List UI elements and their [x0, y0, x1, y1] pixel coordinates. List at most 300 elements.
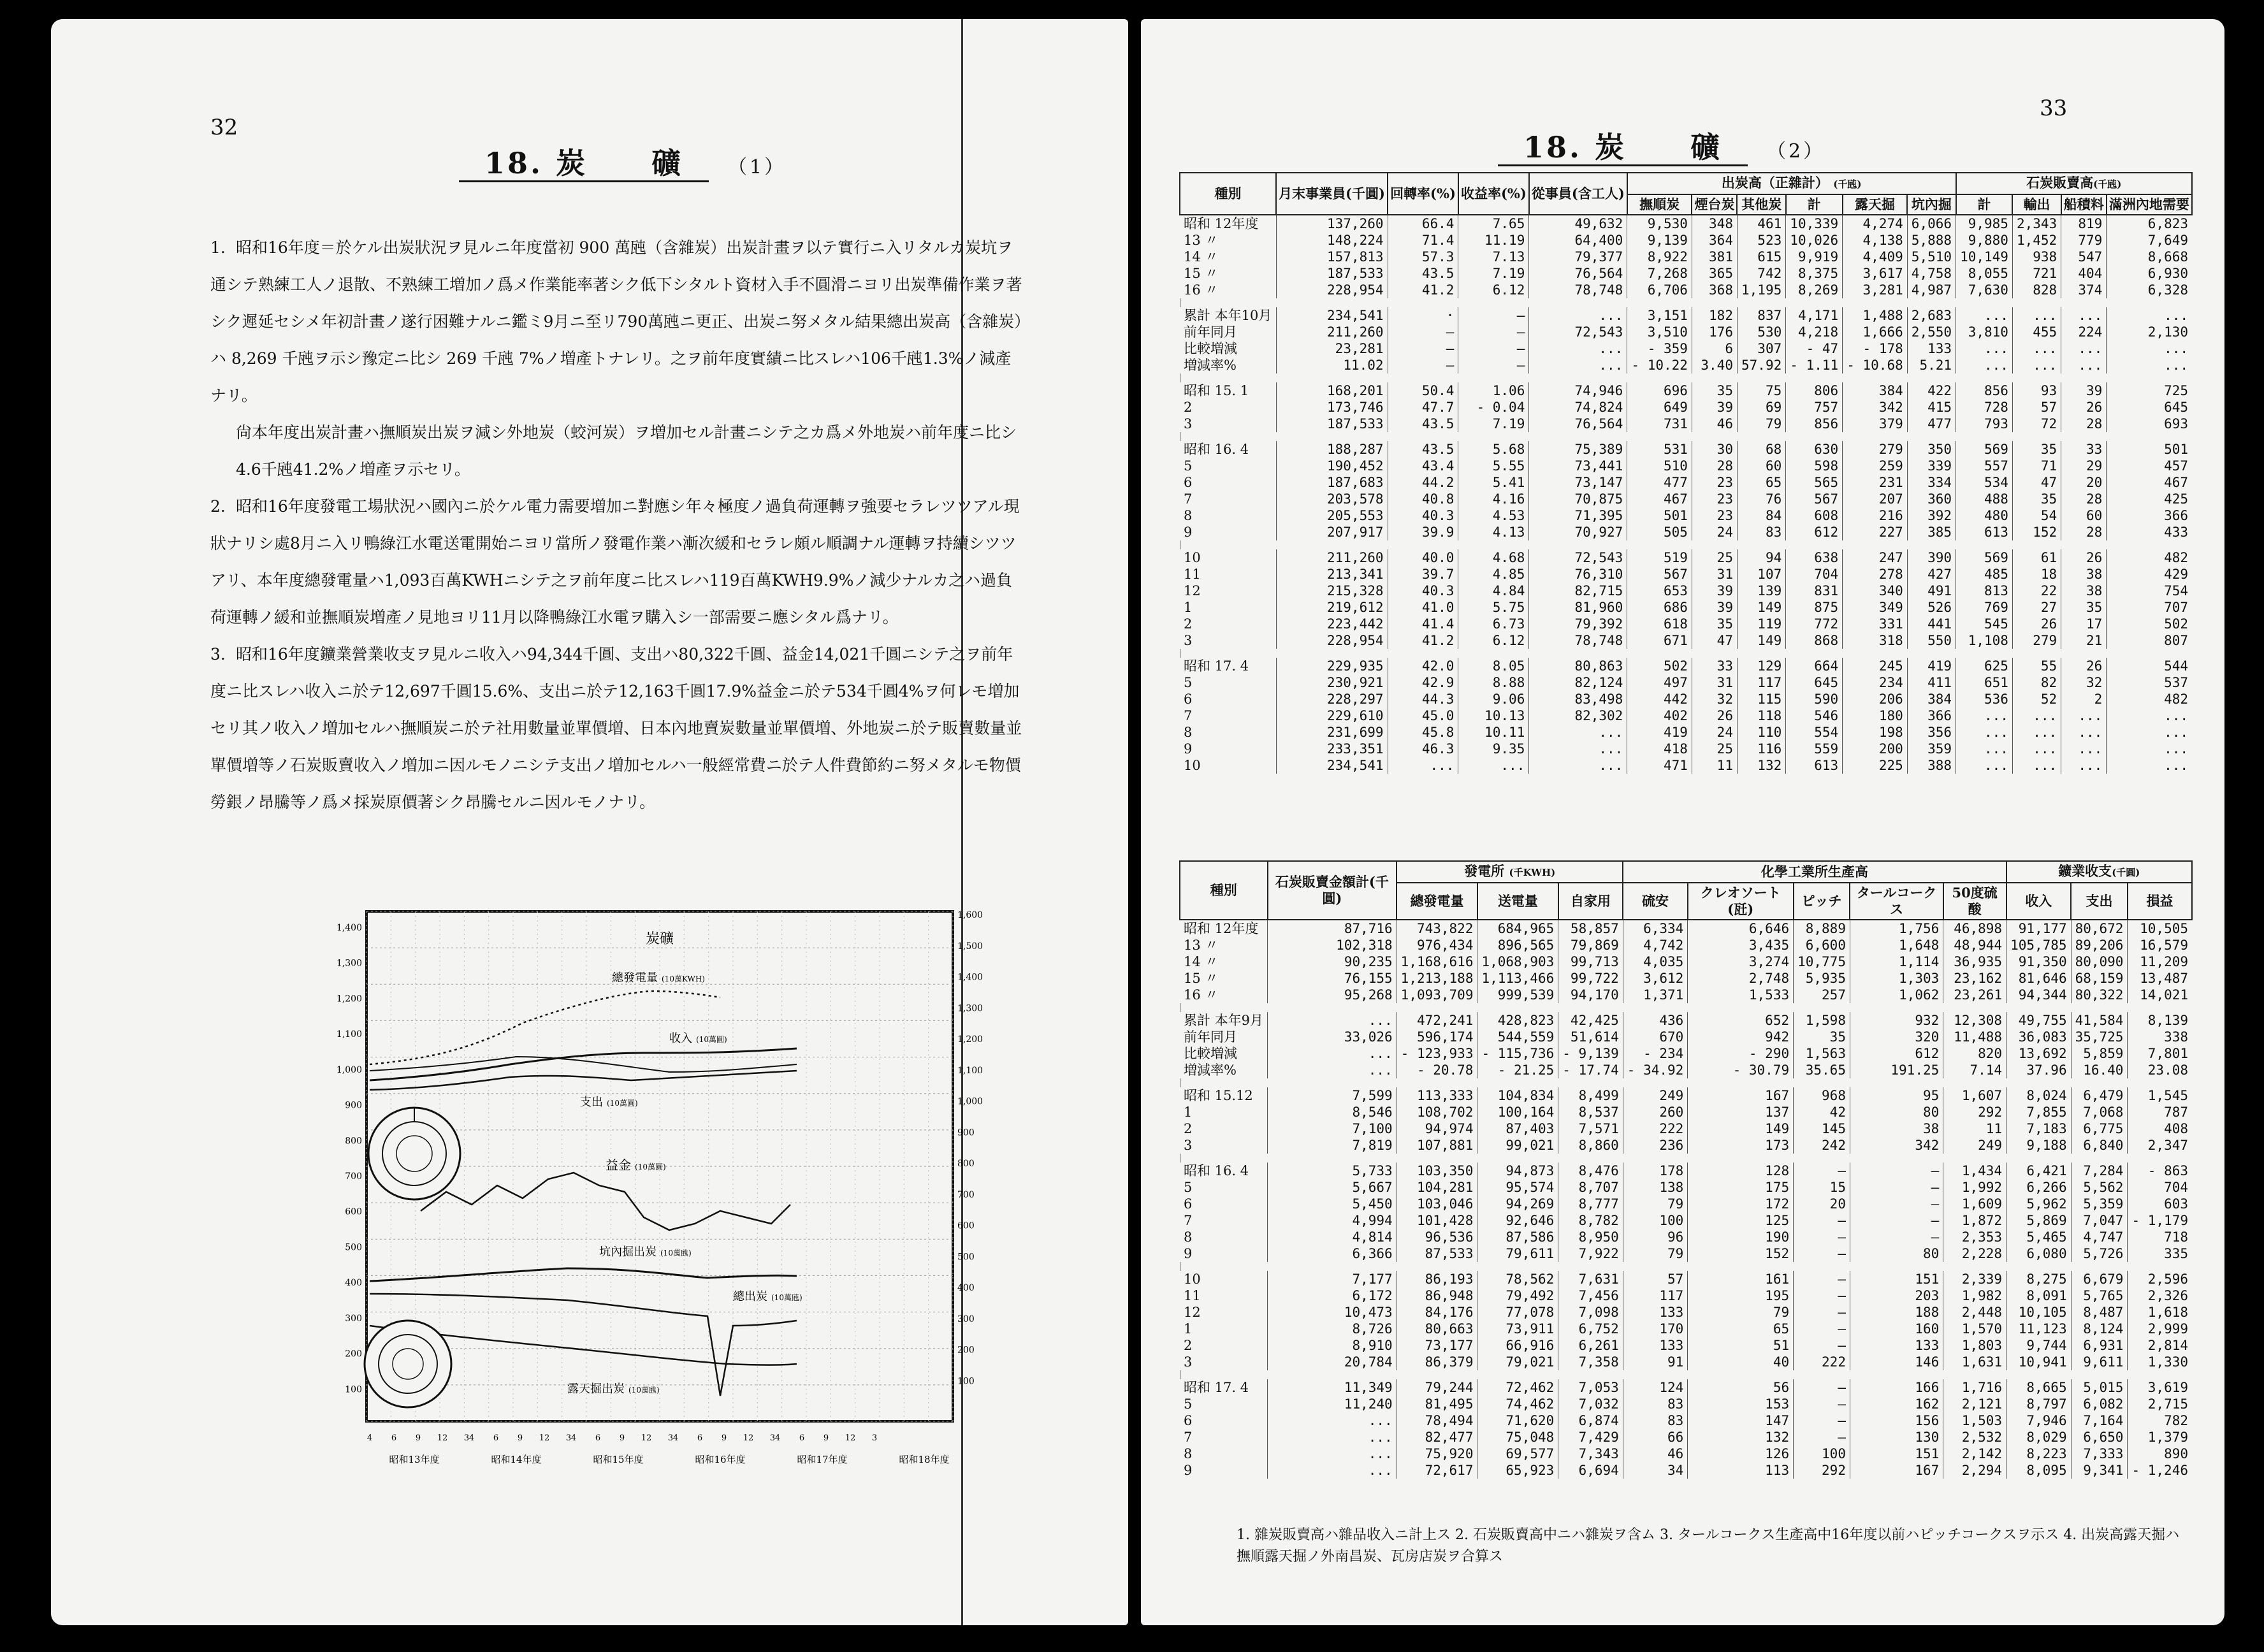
table-cell: 4,747: [2071, 1229, 2128, 1245]
table-cell: 80,863: [1529, 658, 1627, 674]
table-row: [1180, 1212, 2192, 1229]
table-cell: 69: [1737, 399, 1785, 416]
table-cell: 7,343: [1558, 1446, 1623, 1462]
table-row: [1180, 549, 2192, 566]
col-header: 石炭販賣金額計(千圓): [1268, 861, 1397, 920]
table-cell: 138: [1623, 1179, 1688, 1196]
table-row: [1180, 1045, 2192, 1062]
table-cell: 72: [2012, 416, 2061, 432]
table-cell: ...: [2107, 707, 2192, 724]
table-cell: 7,053: [1558, 1379, 1623, 1396]
table-cell: 8,269: [1786, 282, 1843, 298]
table-cell: - 9,139: [1558, 1045, 1623, 1062]
inset-donut-upper: [368, 1108, 460, 1199]
row-gap: [1180, 373, 2192, 382]
table-row: [1180, 307, 2192, 324]
table-cell: 7.14: [1943, 1062, 2006, 1078]
gap-cell: [1180, 649, 2192, 658]
table-cell: 76,310: [1529, 566, 1627, 583]
table-cell: 4,171: [1786, 307, 1843, 324]
table-cell: 1,992: [1943, 1179, 2006, 1196]
table-row: [1180, 1120, 2192, 1137]
table-cell: 236: [1623, 1137, 1688, 1154]
gap-cell: [1180, 432, 2192, 441]
table-cell: 13,487: [2128, 970, 2192, 987]
table-cell: - 20.78: [1397, 1062, 1477, 1078]
table-cell: 87,533: [1397, 1245, 1477, 1262]
table-row: [1180, 1179, 2192, 1196]
table-cell: 7,456: [1558, 1287, 1623, 1304]
table-cell: 2,228: [1943, 1245, 2006, 1262]
table-cell: 8,537: [1558, 1104, 1623, 1120]
row-gap: [1180, 1003, 2192, 1012]
table-cell: 2,999: [2128, 1321, 2192, 1337]
coal-output-table: [1179, 172, 2193, 774]
table-cell: 39: [1692, 399, 1737, 416]
y-tick-right: 500: [957, 1252, 975, 1263]
table-cell: —: [1794, 1245, 1850, 1262]
table-cell: 16.40: [2071, 1062, 2128, 1078]
note-text: 昭和16年度＝於ケル出炭狀況ヲ見ルニ年度當初 900 萬瓲（含雜炭）出炭計畫ヲ以テ實行ニ入リタルカ炭坑ヲ通シテ熟練工人ノ退散、不熟練工増加ノ爲メ作業能率著シク低下シタルト資材入手不圓滑ニヨリ出炭準備作業ヲ著シク遲延セシメ年初計畫ノ遂行困難ナルニ鑑ミ9月ニ至リ790萬瓲ニ更正、出炭ニ努メタル結果總出炭高（含雜炭）ハ 8,269 千瓲ヲ示シ豫定ニ比シ 269 千瓲 7%ノ増產トナレリ。之ヲ前年度實績ニ比スレハ106千瓲1.3%ノ減產ナリ。: [210, 238, 1022, 405]
table-cell: 5,450: [1268, 1196, 1397, 1212]
table-row: [1180, 566, 2192, 583]
table-row: [1180, 1012, 2192, 1029]
row-label: 14 〃: [1184, 954, 1219, 969]
table-cell: 482: [2107, 691, 2192, 707]
table-cell: 502: [2107, 616, 2192, 632]
table-row: [1180, 632, 2192, 649]
table-cell: 7.19: [1458, 416, 1529, 432]
table-cell: 228,297: [1276, 691, 1388, 707]
table-cell: 7,164: [2071, 1412, 2128, 1429]
table-cell: 95: [1850, 1087, 1943, 1104]
col-header: 種別: [1180, 861, 1268, 920]
table-cell: 567: [1627, 566, 1692, 583]
table-cell: 10,149: [1956, 249, 2013, 265]
table-cell: 7,100: [1268, 1120, 1397, 1137]
table-cell: 6,650: [2071, 1429, 2128, 1446]
table-cell: ...: [2012, 741, 2061, 757]
table-cell: 20: [1794, 1196, 1850, 1212]
table-cell: 40.3: [1388, 507, 1458, 524]
table-cell: 13,692: [2006, 1045, 2072, 1062]
table-cell: 47: [1692, 632, 1737, 649]
table-cell: 1,648: [1850, 937, 1943, 953]
table-cell: 4,274: [1843, 215, 1908, 232]
table-cell: 72,543: [1529, 324, 1627, 340]
table-cell: 8,726: [1268, 1321, 1397, 1337]
table-cell: 2,353: [1943, 1229, 2006, 1245]
table-cell: 1,213,188: [1397, 970, 1477, 987]
table-cell: 1,114: [1850, 953, 1943, 970]
row-label: 7: [1184, 1430, 1193, 1445]
table-cell: 603: [2128, 1196, 2192, 1212]
table-cell: 32: [2061, 674, 2107, 691]
table-row: [1180, 1137, 2192, 1154]
table-cell: 485: [1956, 566, 2013, 583]
table-cell: 99,021: [1477, 1137, 1558, 1154]
table-cell: 7,047: [2071, 1212, 2128, 1229]
table-cell: 7,631: [1558, 1271, 1623, 1287]
table-cell: 455: [2012, 324, 2061, 340]
table-cell: 107,881: [1397, 1137, 1477, 1154]
table-cell: 42.0: [1388, 658, 1458, 674]
y-tick-right: 400: [957, 1283, 975, 1293]
y-tick-right: 1,500: [957, 941, 983, 952]
table-cell: 1,108: [1956, 632, 2013, 649]
table-cell: 757: [1786, 399, 1843, 416]
row-label: 16 〃: [1184, 987, 1219, 1003]
table-cell: 57: [2012, 399, 2061, 416]
table-cell: 1,563: [1794, 1045, 1850, 1062]
table-cell: 625: [1956, 658, 2013, 674]
table-cell: 613: [1956, 524, 2013, 540]
row-label: 昭和 15.12: [1184, 1088, 1253, 1103]
row-label: 16 〃: [1184, 282, 1219, 298]
row-gap: [1180, 1154, 2192, 1163]
table-cell: 28: [2061, 416, 2107, 432]
table-cell: 31: [1692, 674, 1737, 691]
table-cell: - 10.68: [1843, 357, 1908, 373]
table-cell: 84: [1737, 507, 1785, 524]
y-tick-left: 100: [345, 1384, 362, 1395]
table-cell: 83: [1623, 1396, 1688, 1412]
table-cell: 8,782: [1558, 1212, 1623, 1229]
x-tick-month: 3: [871, 1433, 878, 1443]
table-row: [1180, 215, 2192, 232]
y-axis-left: [337, 923, 362, 1395]
table-cell: 613: [1786, 757, 1843, 774]
table-cell: 49,755: [2006, 1012, 2072, 1029]
table-cell: - 359: [1627, 340, 1692, 357]
table-cell: 91: [1623, 1354, 1688, 1370]
table-cell: 222: [1623, 1120, 1688, 1137]
table-cell: 335: [2128, 1245, 2192, 1262]
table-cell: 5,935: [1794, 970, 1850, 987]
table-cell: 35: [2012, 491, 2061, 507]
table-cell: 427: [1907, 566, 1956, 583]
table-cell: 6,266: [2006, 1179, 2072, 1196]
table-cell: 145: [1794, 1120, 1850, 1137]
table-cell: ...: [1268, 1446, 1397, 1462]
table-cell: 569: [1956, 549, 2013, 566]
table-row: [1180, 1229, 2192, 1245]
table-cell: 211,260: [1276, 549, 1388, 566]
table-cell: 39.9: [1388, 524, 1458, 540]
table-cell: 76: [1737, 491, 1785, 507]
y-tick-left: 1,300: [336, 958, 362, 969]
table-cell: 10,505: [2128, 920, 2192, 937]
table-cell: 8,091: [2006, 1287, 2072, 1304]
table-cell: 79,244: [1397, 1379, 1477, 1396]
table-cell: 1,195: [1737, 282, 1785, 298]
x-tick-month: 6: [493, 1433, 499, 1443]
table-cell: 82,477: [1397, 1429, 1477, 1446]
table-cell: —: [1850, 1196, 1943, 1212]
table-cell: 340: [1843, 583, 1908, 599]
table-cell: 8.88: [1458, 674, 1529, 691]
col-header: 送電量: [1477, 883, 1558, 920]
table-cell: 42: [1794, 1104, 1850, 1120]
table-cell: 45.8: [1388, 724, 1458, 741]
table-cell: 2,448: [1943, 1304, 2006, 1321]
y-tick-left: 1,100: [336, 1029, 362, 1040]
table-cell: 26: [2012, 616, 2061, 632]
table-cell: 5,888: [1907, 232, 1956, 249]
table-cell: 40.8: [1388, 491, 1458, 507]
table-cell: 5,733: [1268, 1163, 1397, 1179]
table-cell: 259: [1843, 458, 1908, 474]
table-cell: 6,261: [1558, 1337, 1623, 1354]
table-cell: 1,982: [1943, 1287, 2006, 1304]
power-chemical-finance-table: [1179, 860, 2193, 1479]
table-cell: 11,240: [1268, 1396, 1397, 1412]
table-cell: ...: [1956, 357, 2013, 373]
table-cell: 408: [2128, 1120, 2192, 1137]
note-text: 昭和16年度發電工場狀況ハ國內ニ於ケル電力需要増加ニ對應シ年々極度ノ過負荷運轉ヲ強要セラレツツアル現狀ナリシ處8月ニ入リ鴨綠江水電送電開始ニヨリ當所ノ發電作業ハ漸次緩和セラレ頗ル順調ナル運轉ヲ持續シツツアリ、本年度總發電量ハ1,093百萬KWHニシテ之ヲ前年度ニ比スレハ119百萬KWH9.9%ノ減少ナルカ之ハ過負荷運轉ノ緩和並撫順炭増產ノ見地ヨリ11月以降鴨綠江水電ヲ購入シ一部需要ニ應シタル爲ナリ。: [210, 497, 1020, 627]
row-label: 増減率%: [1184, 1062, 1237, 1078]
table-row: [1180, 507, 2192, 524]
table-cell: 247: [1843, 549, 1908, 566]
table-cell: 404: [2061, 265, 2107, 282]
table-cell: 5,562: [2071, 1179, 2128, 1196]
table-row: [1180, 707, 2192, 724]
table-cell: 4,814: [1268, 1229, 1397, 1245]
table-cell: 384: [1907, 691, 1956, 707]
table-cell: 96: [1623, 1229, 1688, 1245]
table-cell: 15: [1794, 1179, 1850, 1196]
y-tick-right: 800: [957, 1159, 975, 1169]
row-label: 11: [1184, 1288, 1201, 1303]
table-cell: 74,946: [1529, 382, 1627, 399]
table-cell: 436: [1623, 1012, 1688, 1029]
row-label: 8: [1184, 725, 1193, 740]
table-cell: 228,954: [1276, 282, 1388, 298]
table-cell: 1,872: [1943, 1212, 2006, 1229]
table-cell: 3,810: [1956, 324, 2013, 340]
table-cell: 4,138: [1843, 232, 1908, 249]
table-cell: 118: [1737, 707, 1785, 724]
col-header: 硫安: [1623, 883, 1688, 920]
table-cell: 612: [1786, 524, 1843, 540]
row-label: 2: [1184, 1121, 1193, 1136]
table-cell: 425: [2107, 491, 2192, 507]
table-cell: 33,026: [1268, 1029, 1397, 1045]
table-cell: ...: [1956, 707, 2013, 724]
x-tick-month: 4: [366, 1433, 373, 1443]
table-cell: 645: [1786, 674, 1843, 691]
table-cell: 56: [1688, 1379, 1794, 1396]
y-tick-right: 1,100: [957, 1065, 983, 1076]
table-cell: ...: [1529, 340, 1627, 357]
table-cell: 505: [1627, 524, 1692, 540]
table-cell: ...: [1956, 307, 2013, 324]
table-cell: 133: [1623, 1304, 1688, 1321]
table-cell: 80: [1850, 1104, 1943, 1120]
table-cell: 3,281: [1843, 282, 1908, 298]
table-cell: 172: [1688, 1196, 1794, 1212]
table-cell: 3,619: [2128, 1379, 2192, 1396]
table-cell: 11,123: [2006, 1321, 2072, 1337]
table-cell: 1,618: [2128, 1304, 2192, 1321]
table-cell: ...: [2012, 307, 2061, 324]
table-cell: —: [1388, 357, 1458, 373]
table-cell: 231,699: [1276, 724, 1388, 741]
row-label: 14 〃: [1184, 249, 1219, 264]
table-cell: —: [1388, 340, 1458, 357]
table-cell: 79: [1623, 1245, 1688, 1262]
y-tick-right: 200: [957, 1345, 975, 1356]
y-tick-right: 1,400: [957, 972, 983, 983]
table-cell: - 115,736: [1477, 1045, 1558, 1062]
table-cell: 160: [1850, 1321, 1943, 1337]
table-cell: 670: [1623, 1029, 1688, 1045]
table-cell: 34: [1623, 1462, 1688, 1479]
table-cell: 39: [1692, 583, 1737, 599]
table-row: [1180, 1245, 2192, 1262]
table-cell: 491: [1907, 583, 1956, 599]
table-cell: 215,328: [1276, 583, 1388, 599]
table-cell: 48,944: [1943, 937, 2006, 953]
table-cell: —: [1794, 1396, 1850, 1412]
table-cell: 856: [1786, 416, 1843, 432]
table-cell: 70,927: [1529, 524, 1627, 540]
table-cell: 35: [1692, 616, 1737, 632]
table-cell: 47: [2012, 474, 2061, 491]
col-header: タールコークス: [1850, 883, 1943, 920]
table-cell: 769: [1956, 599, 2013, 616]
table-cell: ...: [1529, 357, 1627, 373]
table-cell: 80,672: [2071, 920, 2128, 937]
row-label: 2: [1184, 400, 1193, 415]
table-cell: —: [1458, 357, 1529, 373]
table-cell: 598: [1786, 458, 1843, 474]
table-cell: 6,931: [2071, 1337, 2128, 1354]
note-text: 尙本年度出炭計畫ハ撫順炭出炭ヲ減シ外地炭（蛟河炭）ヲ増加セル計畫ニシテ之カ爲メ外地炭ハ前年度ニ比シ4.6千瓲41.2%ノ増產ヲ示セリ。: [236, 423, 1017, 479]
col-header: 自家用: [1558, 883, 1623, 920]
table-cell: 1,488: [1843, 307, 1908, 324]
table-cell: 203: [1850, 1287, 1943, 1304]
table-cell: 94: [1737, 549, 1785, 566]
table-cell: 1,756: [1850, 920, 1943, 937]
table-cell: 6,930: [2107, 265, 2192, 282]
table-cell: 71: [2012, 458, 2061, 474]
table-cell: 1,716: [1943, 1379, 2006, 1396]
note-number: 3.: [210, 645, 226, 663]
x-tick-month: 9: [721, 1433, 727, 1443]
table-cell: 87,403: [1477, 1120, 1558, 1137]
x-tick-month: 12: [437, 1433, 448, 1443]
col-header: 支出: [2071, 883, 2128, 920]
table-cell: 41,584: [2071, 1012, 2128, 1029]
shaft-output-line: [370, 1268, 797, 1281]
table-cell: 130: [1850, 1429, 1943, 1446]
table-cell: ...: [1458, 757, 1529, 774]
table-cell: 9,985: [1956, 215, 2013, 232]
table-cell: 103,350: [1397, 1163, 1477, 1179]
table-cell: 14,021: [2128, 987, 2192, 1003]
chart-title: 炭礦: [645, 931, 674, 947]
table-cell: 30: [1692, 441, 1737, 458]
table-cell: 55: [2012, 658, 2061, 674]
table-cell: 1,533: [1688, 987, 1794, 1003]
table-row: [1180, 265, 2192, 282]
table-cell: 544: [2107, 658, 2192, 674]
row-label: 6: [1184, 692, 1193, 707]
table-row: [1180, 1304, 2192, 1321]
table-cell: 477: [1907, 416, 1956, 432]
table-row: [1180, 1087, 2192, 1104]
table-cell: 16,579: [2128, 937, 2192, 953]
y-tick-right: 1,000: [957, 1096, 983, 1107]
table-cell: 46: [1692, 416, 1737, 432]
table-cell: —: [1794, 1163, 1850, 1179]
table-cell: 38: [2061, 583, 2107, 599]
table-cell: 7,268: [1627, 265, 1692, 282]
table-cell: 94,170: [1558, 987, 1623, 1003]
table-cell: 342: [1843, 399, 1908, 416]
table-cell: ...: [1529, 307, 1627, 324]
right-page-title: [1498, 124, 1825, 166]
y-tick-left: 400: [345, 1278, 362, 1289]
table-cell: 6,366: [1268, 1245, 1397, 1262]
row-label: 1: [1184, 600, 1193, 615]
table-cell: 167: [1850, 1462, 1943, 1479]
table-cell: —: [1794, 1429, 1850, 1446]
table-cell: ...: [1388, 757, 1458, 774]
table-cell: 12,308: [1943, 1012, 2006, 1029]
table-row: [1180, 357, 2192, 373]
table-cell: 176: [1692, 324, 1737, 340]
table-cell: 133: [1850, 1337, 1943, 1354]
table-cell: 71.4: [1388, 232, 1458, 249]
table-cell: —: [1458, 307, 1529, 324]
table-cell: 245: [1843, 658, 1908, 674]
table-cell: 1,598: [1794, 1012, 1850, 1029]
table-cell: 615: [1737, 249, 1785, 265]
table-cell: 652: [1688, 1012, 1794, 1029]
table-cell: 83: [1623, 1412, 1688, 1429]
table-cell: 64,400: [1529, 232, 1627, 249]
table-cell: 79: [1737, 416, 1785, 432]
col-header: 收益率(%): [1458, 173, 1529, 215]
table-cell: 26: [1692, 707, 1737, 724]
table-cell: 820: [1943, 1045, 2006, 1062]
table-cell: 46: [1623, 1446, 1688, 1462]
table-cell: 1,609: [1943, 1196, 2006, 1212]
table-cell: 65,923: [1477, 1462, 1558, 1479]
table-cell: 178: [1623, 1163, 1688, 1179]
table-cell: 366: [1907, 707, 1956, 724]
table-cell: 2,715: [2128, 1396, 2192, 1412]
y-axis-right: [957, 910, 983, 1386]
table-cell: 22: [2012, 583, 2061, 599]
table-cell: —: [1794, 1271, 1850, 1287]
table-cell: 36,935: [1943, 953, 2006, 970]
table-cell: - 17.74: [1558, 1062, 1623, 1078]
table-cell: 23.08: [2128, 1062, 2192, 1078]
table-row: [1180, 691, 2192, 707]
table-cell: 86,193: [1397, 1271, 1477, 1287]
row-label: 5: [1184, 675, 1193, 690]
table-cell: 8,546: [1268, 1104, 1397, 1120]
table-cell: 6: [1692, 340, 1737, 357]
x-tick-month: 6: [697, 1433, 703, 1443]
y-tick-left: 1,400: [336, 923, 362, 933]
table-cell: 392: [1907, 507, 1956, 524]
table-cell: 7,599: [1268, 1087, 1397, 1104]
group-header-chemical: 化學工業所生產高: [1623, 861, 2006, 883]
